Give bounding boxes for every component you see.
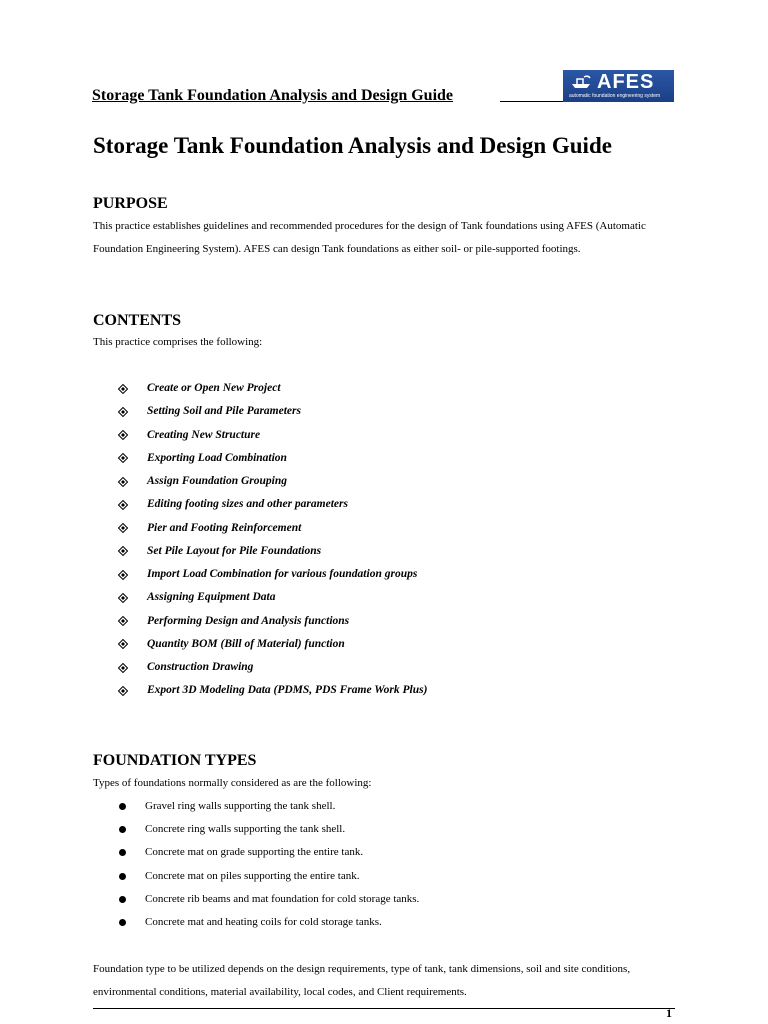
purpose-heading: PURPOSE <box>93 195 168 212</box>
page-header <box>92 70 674 104</box>
list-item <box>118 563 427 586</box>
list-item <box>118 888 419 911</box>
list-item <box>118 493 427 516</box>
foundation-type-label: Concrete mat and heating coils for cold storage tanks. <box>145 916 382 929</box>
list-item <box>118 586 427 609</box>
logo-tagline: automatic foundation engineering system <box>569 93 661 99</box>
diamond-bullet-icon <box>118 616 128 626</box>
list-item <box>118 400 427 423</box>
list-item <box>118 540 427 563</box>
contents-item-label: Assign Foundation Grouping <box>147 475 287 488</box>
contents-item-label: Import Load Combination for various foundation groups <box>147 568 418 581</box>
diamond-bullet-icon <box>118 430 128 440</box>
contents-intro: This practice comprises the following: <box>93 336 263 348</box>
contents-list <box>118 377 427 703</box>
list-item <box>118 841 419 864</box>
diamond-bullet-icon <box>118 500 128 510</box>
bullet-dot-icon <box>119 849 126 856</box>
contents-item-label: Assigning Equipment Data <box>147 591 276 604</box>
list-item <box>118 470 427 493</box>
diamond-bullet-icon <box>118 639 128 649</box>
bullet-dot-icon <box>119 826 126 833</box>
bullet-dot-icon <box>119 803 126 810</box>
foundation-type-label: Concrete rib beams and mat foundation for cold storage tanks. <box>145 892 420 905</box>
list-item <box>118 795 419 818</box>
foundation-type-label: Concrete ring walls supporting the tank shell. <box>145 823 346 836</box>
diamond-bullet-icon <box>118 546 128 556</box>
contents-item-label: Create or Open New Project <box>147 382 281 395</box>
foundation-type-label: Gravel ring walls supporting the tank shell. <box>145 800 336 813</box>
list-item <box>118 818 419 841</box>
contents-item-label: Export 3D Modeling Data (PDMS, PDS Frame Work Plus) <box>147 684 428 697</box>
bullet-dot-icon <box>119 919 126 926</box>
diamond-bullet-icon <box>118 384 128 394</box>
ship-icon <box>570 74 592 90</box>
foundation-types-list <box>118 795 419 934</box>
list-item <box>118 610 427 633</box>
foundation-type-label: Concrete mat on grade supporting the entire tank. <box>145 846 364 859</box>
document-title: Storage Tank Foundation Analysis and Design Guide <box>93 133 612 158</box>
list-item <box>118 633 427 656</box>
list-item <box>118 424 427 447</box>
contents-item-label: Editing footing sizes and other parameters <box>147 498 348 511</box>
contents-heading: CONTENTS <box>93 312 182 329</box>
diamond-bullet-icon <box>118 477 128 487</box>
contents-item-label: Pier and Footing Reinforcement <box>147 521 302 534</box>
contents-item-label: Setting Soil and Pile Parameters <box>147 405 301 418</box>
diamond-bullet-icon <box>118 663 128 673</box>
bullet-dot-icon <box>119 896 126 903</box>
contents-item-label: Set Pile Layout for Pile Foundations <box>147 544 322 557</box>
diamond-bullet-icon <box>118 686 128 696</box>
diamond-bullet-icon <box>118 570 128 580</box>
contents-item-label: Construction Drawing <box>147 661 254 674</box>
contents-item-label: Quantity BOM (Bill of Material) function <box>147 637 345 650</box>
page-number: 1 <box>666 1006 672 1020</box>
list-item <box>118 377 427 400</box>
afes-logo <box>563 70 674 102</box>
footer-rule <box>93 1008 675 1009</box>
running-title: Storage Tank Foundation Analysis and Design Guide <box>92 87 454 104</box>
list-item <box>118 517 427 540</box>
foundation-types-closing: Foundation type to be utilized depends on the design requirements, type of tank, tank dimensions, soil and site conditions, environmental conditions, material availability, local codes, and Client requirements. <box>93 963 631 998</box>
list-item <box>118 911 419 934</box>
diamond-bullet-icon <box>118 453 128 463</box>
list-item <box>118 447 427 470</box>
list-item <box>118 656 427 679</box>
diamond-bullet-icon <box>118 407 128 417</box>
list-item <box>118 865 419 888</box>
bullet-dot-icon <box>119 873 126 880</box>
contents-item-label: Creating New Structure <box>147 428 261 441</box>
foundation-type-label: Concrete mat on piles supporting the entire tank. <box>145 869 360 882</box>
contents-item-label: Performing Design and Analysis functions <box>147 614 350 627</box>
foundation-types-heading: FOUNDATION TYPES <box>93 752 257 769</box>
purpose-text: This practice establishes guidelines and recommended procedures for the design of Tank foundations using AFES (Automatic Foundation Engineering System). AFES can design Tank foundations as either soil- or pile-supported footings. <box>93 220 646 255</box>
list-item <box>118 679 427 702</box>
foundation-types-intro: Types of foundations normally considered as are the following: <box>93 777 372 789</box>
logo-name: AFES <box>597 71 655 93</box>
contents-item-label: Exporting Load Combination <box>147 451 287 464</box>
diamond-bullet-icon <box>118 593 128 603</box>
diamond-bullet-icon <box>118 523 128 533</box>
